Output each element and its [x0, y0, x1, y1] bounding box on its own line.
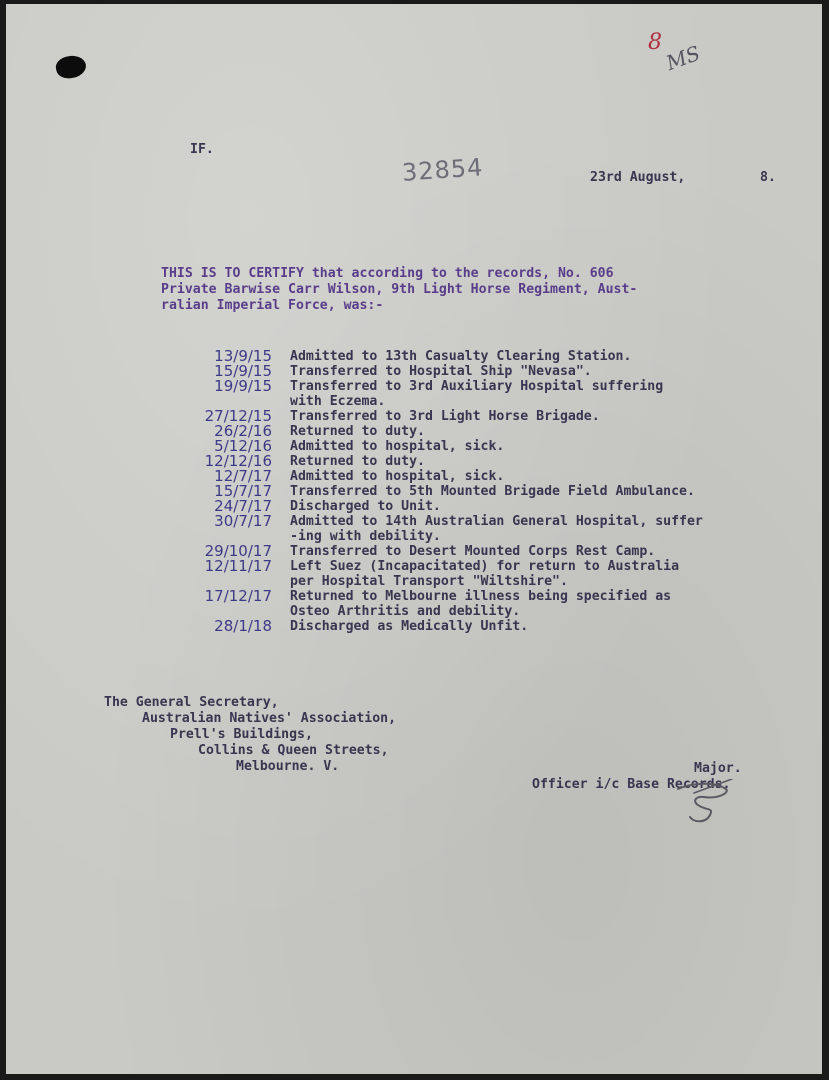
entry-text: Transferred to 3rd Auxiliary Hospital suffering with Eczema.	[290, 379, 664, 409]
signatory-title: Officer i/c Base Records.	[532, 777, 731, 792]
certification-line-3: ralian Imperial Force, was:-	[161, 298, 384, 313]
entry-text: Left Suez (Incapacitated) for return to Australia per Hospital Transport "Wiltshire".	[290, 559, 680, 589]
entry-date: 15/9/15	[214, 362, 272, 380]
letter-year: 8.	[760, 170, 776, 185]
entry-date: 19/9/15	[214, 377, 272, 395]
entry-text: Transferred to Desert Mounted Corps Rest Camp.	[290, 544, 656, 559]
entry-date: 24/7/17	[214, 497, 272, 515]
file-number: 32854	[401, 153, 485, 187]
entry-text: Returned to duty.	[290, 454, 425, 469]
signatory-rank: Major.	[694, 761, 742, 776]
entry-date: 17/12/17	[204, 587, 272, 605]
service-record-list	[156, 349, 810, 634]
addressee-line-3: Prell's Buildings,	[170, 727, 313, 742]
letter-date: 23rd August,	[590, 170, 686, 185]
list-item	[156, 619, 810, 634]
certification-line-1: THIS IS TO CERTIFY that according to the records, No. 606	[161, 266, 614, 281]
entry-date: 30/7/17	[214, 512, 272, 530]
red-ink-mark: 8	[648, 30, 662, 55]
addressee-line-1: The General Secretary,	[104, 695, 279, 710]
entry-date: 28/1/18	[214, 617, 272, 635]
punch-hole	[54, 53, 88, 81]
handwritten-initials: MS	[662, 40, 704, 76]
entry-date: 5/12/16	[214, 437, 272, 455]
entry-date: 13/9/15	[214, 347, 272, 365]
list-item	[156, 589, 810, 619]
reference-code: IF.	[190, 142, 214, 157]
list-item	[156, 379, 810, 409]
entry-text: Admitted to 13th Casualty Clearing Station.	[290, 349, 632, 364]
entry-text: Transferred to 5th Mounted Brigade Field Ambulance.	[290, 484, 695, 499]
signature-squiggle	[674, 779, 734, 829]
entry-date: 27/12/15	[204, 407, 272, 425]
entry-date: 12/11/17	[204, 557, 272, 575]
entry-text: Transferred to 3rd Light Horse Brigade.	[290, 409, 600, 424]
entry-date: 15/7/17	[214, 482, 272, 500]
list-item	[156, 514, 810, 544]
document-page	[6, 4, 822, 1074]
addressee-line-4: Collins & Queen Streets,	[198, 743, 389, 758]
entry-text: Admitted to hospital, sick.	[290, 439, 505, 454]
entry-text: Discharged as Medically Unfit.	[290, 619, 529, 634]
entry-text: Returned to duty.	[290, 424, 425, 439]
entry-date: 29/10/17	[204, 542, 272, 560]
entry-date: 12/12/16	[204, 452, 272, 470]
entry-text: Admitted to hospital, sick.	[290, 469, 505, 484]
entry-text: Admitted to 14th Australian General Hospital, suffer -ing with debility.	[290, 514, 703, 544]
entry-text: Transferred to Hospital Ship "Nevasa".	[290, 364, 592, 379]
addressee-line-5: Melbourne. V.	[236, 759, 340, 774]
entry-text: Returned to Melbourne illness being specified as Osteo Arthritis and debility.	[290, 589, 672, 619]
entry-date: 26/2/16	[214, 422, 272, 440]
entry-date: 12/7/17	[214, 467, 272, 485]
list-item	[156, 559, 810, 589]
addressee-line-2: Australian Natives' Association,	[142, 711, 397, 726]
entry-text: Discharged to Unit.	[290, 499, 441, 514]
certification-line-2: Private Barwise Carr Wilson, 9th Light Horse Regiment, Aust-	[161, 282, 638, 297]
